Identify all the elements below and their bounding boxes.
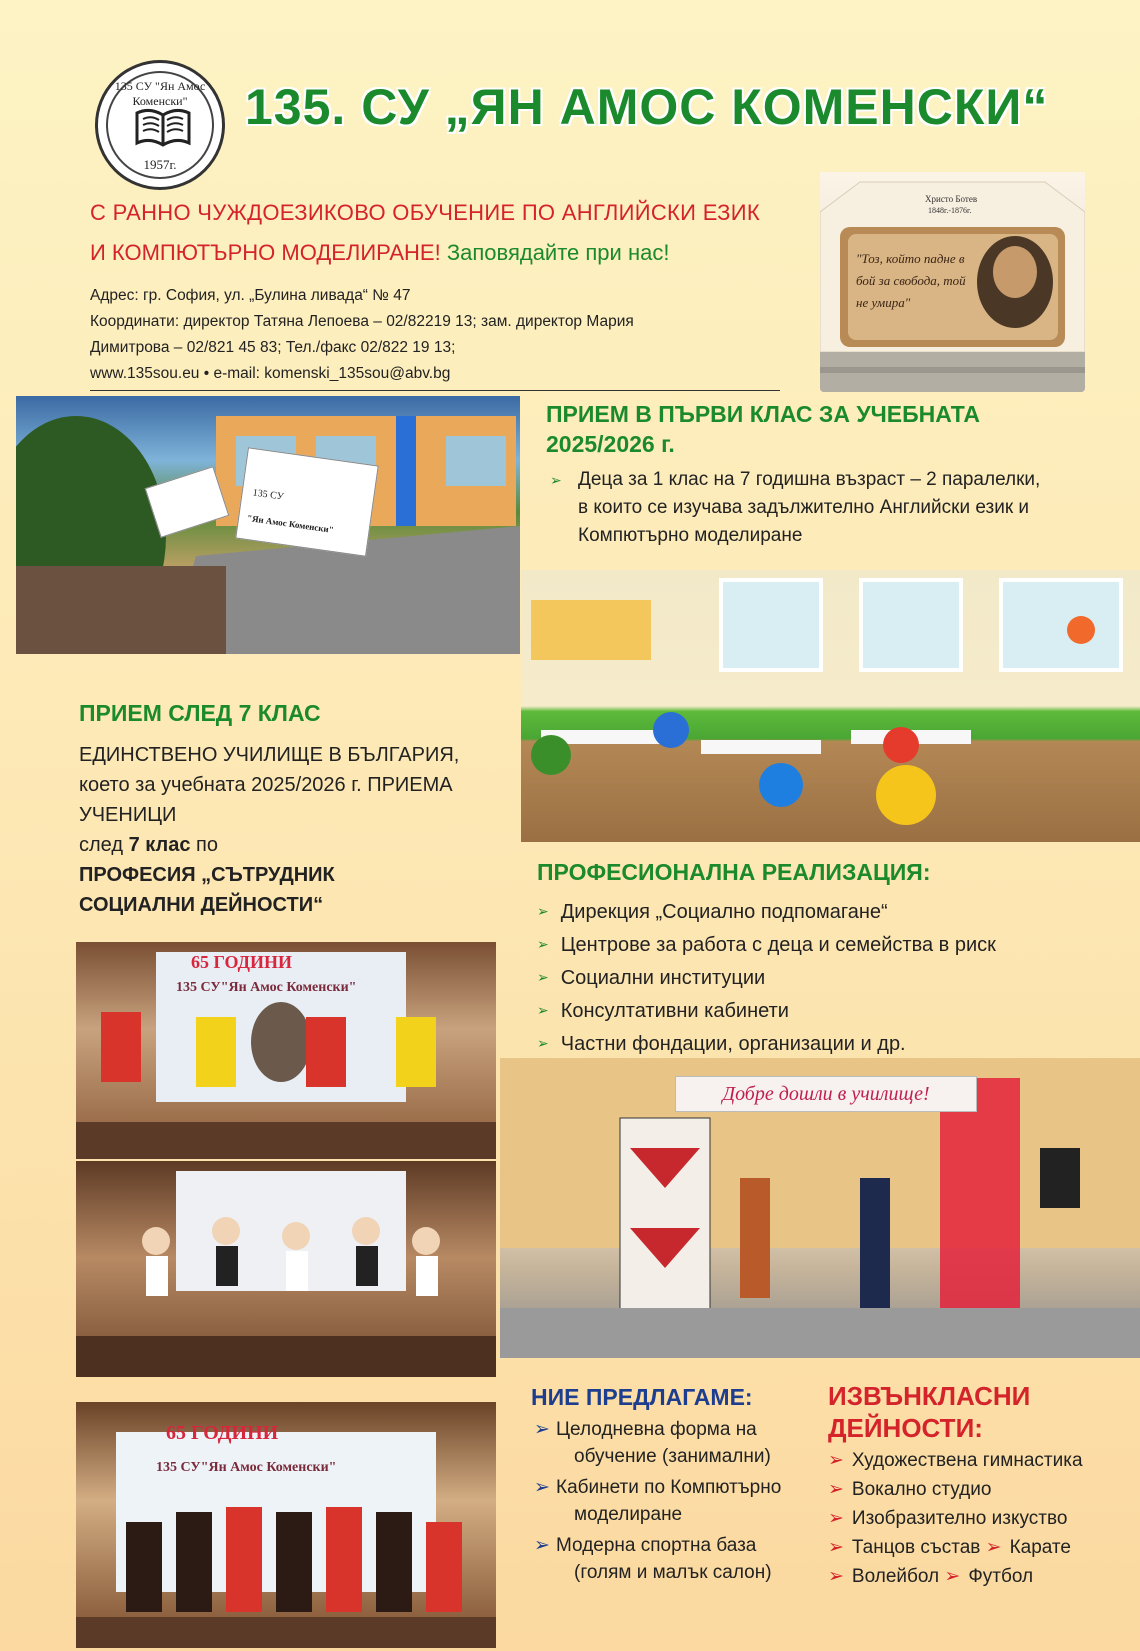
botev-mural-photo: [820, 172, 1085, 392]
schoolyard-photo: [16, 396, 520, 654]
stage-photo-3: [76, 1402, 496, 1648]
arrow-icon: ➢: [534, 1535, 550, 1556]
list-item: ➢ Кабинети по Компютърно моделиране: [530, 1474, 810, 1528]
arrow-icon: ➢: [985, 1537, 1002, 1558]
extracurricular-heading: ИЗВЪНКЛАСНИ ДЕЙНОСТИ:: [828, 1381, 1031, 1443]
after7-line: след 7 клас по: [79, 834, 218, 856]
arrow-icon: ➢: [537, 936, 549, 952]
arrow-icon: ➢: [828, 1566, 844, 1587]
list-item: ➢ Социални институции: [537, 967, 766, 989]
list-item: ➢ Танцов състав ➢ Карате: [828, 1537, 1071, 1558]
flag-text: 135 СУ: [251, 487, 285, 503]
arrow-icon: ➢: [534, 1419, 550, 1440]
flag-text: "Ян Амос Коменски": [246, 512, 335, 535]
arrow-icon: ➢: [828, 1479, 844, 1500]
web-email-line: www.135sou.eu • e-mail: komenski_135sou@abv.bg: [90, 365, 451, 382]
address-block: [90, 283, 790, 387]
list-item: ➢ Вокално студио: [828, 1479, 992, 1500]
mural-quote: "Тоз, който падне в бой за свобода, той не умира": [856, 251, 966, 310]
book-icon: [133, 105, 193, 149]
logo-year: 1957г.: [143, 157, 177, 172]
arrow-icon: ➢: [828, 1508, 844, 1529]
stage-caption: 65 ГОДИНИ: [166, 1422, 279, 1444]
after7-text: [79, 740, 499, 920]
list-item: ➢ Частни фондации, организации и др.: [537, 1033, 906, 1055]
mural-name: Христо Ботев: [925, 194, 978, 204]
stage-caption: 135 СУ"Ян Амос Коменски": [176, 980, 357, 995]
list-item: ➢ Художествена гимнастика: [828, 1450, 1083, 1471]
page-title: 135. СУ „ЯН АМОС КОМЕНСКИ“: [245, 79, 1049, 135]
stage-caption: 135 СУ"Ян Амос Коменски": [156, 1460, 337, 1475]
stage-photo-1: [76, 942, 496, 1159]
subtitle-line2-red: И КОМПЮТЪРНО МОДЕЛИРАНЕ!: [90, 240, 441, 265]
arrow-icon: ➢: [828, 1450, 844, 1471]
after7-line: ЕДИНСТВЕНО УЧИЛИЩЕ В БЪЛГАРИЯ,: [79, 744, 460, 766]
school-logo: [95, 60, 225, 190]
arrow-icon: ➢: [828, 1537, 844, 1558]
classroom-photo: [521, 570, 1140, 842]
arrow-icon: ➢: [534, 1477, 550, 1498]
list-item: ➢ Центрове за работа с деца и семейства в риск: [537, 934, 996, 956]
divider: [90, 390, 780, 391]
first-class-item: [550, 466, 1050, 550]
first-class-heading: ПРИЕМ В ПЪРВИ КЛАС ЗА УЧЕБНАТА 2025/2026 г.: [546, 401, 980, 457]
welcome-ceremony-photo: [500, 1058, 1140, 1358]
list-item: ➢ Целодневна форма на обучение (занимални): [530, 1416, 810, 1470]
subtitle-line1: С РАННО ЧУЖДОЕЗИКОВО ОБУЧЕНИЕ ПО АНГЛИЙСКИ ЕЗИК: [90, 200, 760, 225]
profession-line: СОЦИАЛНИ ДЕЙНОСТИ“: [79, 894, 324, 916]
first-class-text: Деца за 1 клас на 7 годишна възраст – 2 паралелки, в които се изучава задължително Английски език и Компютърно моделиране: [578, 469, 1041, 546]
contacts-line: Димитрова – 02/821 45 83; Тел./факс 02/822 19 13;: [90, 339, 456, 356]
offers-list: [530, 1416, 810, 1590]
stage-caption: 65 ГОДИНИ: [191, 952, 292, 972]
contacts-line: Координати: директор Татяна Лепоева – 02/82219 13; зам. директор Мария: [90, 313, 634, 330]
professional-heading: ПРОФЕСИОНАЛНА РЕАЛИЗАЦИЯ:: [537, 859, 931, 885]
list-item: ➢ Волейбол ➢ Футбол: [828, 1566, 1034, 1587]
mural-years: 1848г.-1876г.: [928, 206, 972, 215]
stage-photo-2: [76, 1161, 496, 1377]
arrow-icon: ➢: [537, 1002, 549, 1018]
arrow-icon: ➢: [537, 903, 549, 919]
list-item: ➢ Изобразително изкуство: [828, 1508, 1068, 1529]
profession-line: ПРОФЕСИЯ „СЪТРУДНИК: [79, 864, 335, 886]
arrow-icon: ➢: [537, 1035, 549, 1051]
arrow-icon: ➢: [537, 969, 549, 985]
after7-line: което за учебната 2025/2026 г. ПРИЕМА: [79, 774, 453, 796]
offers-heading: НИЕ ПРЕДЛАГАМЕ:: [531, 1384, 753, 1410]
professional-list: [537, 895, 1097, 1060]
address-line: Адрес: гр. София, ул. „Булина ливада“ № 47: [90, 287, 411, 304]
logo-text: 135 СУ "Ян Амос Коменски": [114, 79, 206, 108]
arrow-icon: ➢: [550, 472, 562, 488]
school-flag: [235, 447, 379, 556]
after7-heading: ПРИЕМ СЛЕД 7 КЛАС: [79, 700, 321, 726]
subtitle-line2: [90, 240, 669, 266]
list-item: ➢ Консултативни кабинети: [537, 1000, 789, 1022]
list-item: ➢ Дирекция „Социално подпомагане“: [537, 901, 888, 923]
extracurricular-list: [828, 1446, 1128, 1591]
arrow-icon: ➢: [944, 1566, 961, 1587]
subtitle-line2-green: Заповядайте при нас!: [446, 240, 670, 265]
list-item: ➢ Модерна спортна база (голям и малък салон): [530, 1532, 810, 1586]
after7-line: УЧЕНИЦИ: [79, 804, 177, 826]
welcome-banner: Добре дошли в училище!: [675, 1076, 977, 1112]
